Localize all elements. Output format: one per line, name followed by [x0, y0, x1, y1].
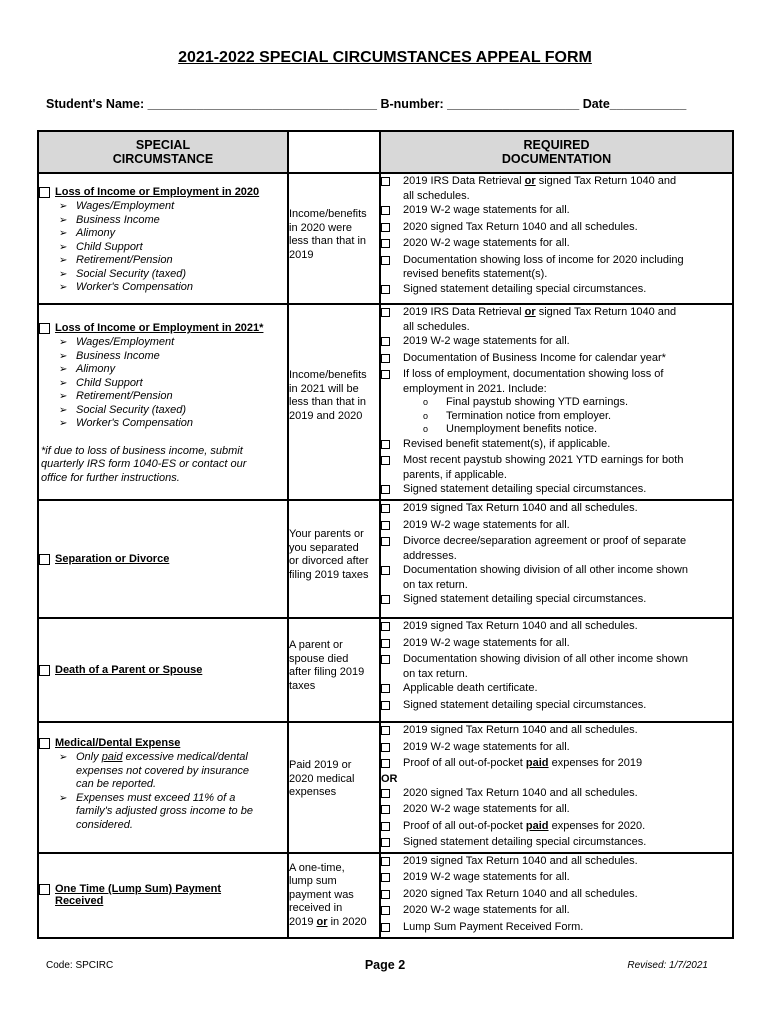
heading-line: Received [55, 895, 104, 907]
doc-text: Documentation showing loss of income for 2020 including [403, 253, 684, 266]
circumstance-cell [38, 500, 288, 618]
item-text: Business Income [76, 213, 160, 226]
arrow-bullet-icon: ➢ [59, 255, 68, 266]
circumstance-checkbox[interactable] [39, 884, 50, 895]
doc-text: If loss of employment, documentation showing loss of [403, 368, 664, 380]
doc-checkbox[interactable] [381, 759, 390, 768]
list-item [59, 281, 287, 295]
circumstance-checkbox[interactable] [39, 187, 50, 198]
doc-text-paid: paid [525, 819, 549, 832]
sub-item [381, 396, 732, 410]
doc-text: signed Tax Return 1040 and [535, 306, 677, 318]
header-special-circumstance [38, 131, 288, 173]
circumstance-cell [38, 173, 288, 304]
doc-text: 2019 signed Tax Return 1040 and all schedules. [403, 502, 638, 514]
item-text: Expenses must exceed 11% of a [76, 791, 236, 804]
condition-cell [288, 853, 380, 938]
header-required-documentation [380, 131, 733, 173]
doc-text: Proof of all out-of-pocket [403, 819, 526, 832]
doc-checkbox[interactable] [381, 223, 390, 232]
doc-text: Signed statement detailing special circumstances. [403, 836, 647, 848]
doc-checkbox[interactable] [381, 923, 390, 932]
item-text: Retirement/Pension [76, 390, 173, 402]
condition-line: after filing 2019 [289, 666, 365, 678]
arrow-bullet-icon: ➢ [59, 268, 68, 280]
doc-item [381, 351, 732, 368]
note-line: *if due to loss of business income, submit [41, 444, 243, 457]
income-type-list [39, 200, 287, 295]
condition-line: 2019 and 2020 [289, 409, 363, 422]
doc-text: 2020 signed Tax Return 1040 and all schedules. [403, 786, 638, 799]
doc-checkbox[interactable] [381, 521, 390, 530]
doc-item [381, 636, 732, 653]
documentation-cell [380, 500, 733, 618]
list-item [59, 241, 287, 255]
doc-checkbox[interactable] [381, 239, 390, 248]
list-item [59, 404, 287, 418]
doc-checkbox[interactable] [381, 857, 390, 866]
doc-checkbox[interactable] [381, 440, 390, 449]
doc-item [381, 453, 732, 482]
arrow-bullet-icon: ➢ [59, 404, 68, 416]
doc-text: 2019 W-2 wage statements for all. [403, 335, 570, 347]
condition-cell [288, 304, 380, 500]
sub-text: Unemployment benefits notice. [446, 423, 598, 435]
doc-checkbox[interactable] [381, 285, 390, 294]
doc-checkbox[interactable] [381, 622, 390, 631]
documentation-cell [380, 304, 733, 500]
circumstances-table [37, 130, 734, 939]
doc-checkbox[interactable] [381, 906, 390, 915]
list-item [59, 200, 287, 214]
list-item [59, 350, 287, 364]
doc-checkbox[interactable] [381, 805, 390, 814]
doc-checkbox[interactable] [381, 873, 390, 882]
item-text: Child Support [76, 240, 143, 253]
item-text: Wages/Employment [76, 336, 175, 348]
condition-line: 2020 medical [289, 772, 355, 785]
item-text: Social Security (taxed) [76, 403, 187, 416]
circumstance-heading [39, 553, 287, 565]
list-item [59, 227, 287, 241]
doc-item [381, 592, 732, 609]
circumstance-checkbox[interactable] [39, 554, 50, 565]
doc-text: 2019 W-2 wage statements for all. [403, 636, 570, 649]
doc-item [381, 619, 732, 636]
item-text: Worker's Compensation [76, 281, 194, 293]
condition-line: A parent or [289, 639, 343, 651]
arrow-bullet-icon: ➢ [59, 228, 68, 239]
revised-date: Revised: 1/7/2021 [627, 960, 708, 971]
doc-item [381, 802, 732, 819]
doc-item [381, 518, 732, 535]
doc-text: Applicable death certificate. [403, 682, 538, 694]
doc-checkbox[interactable] [381, 537, 390, 546]
item-text: Business Income [76, 349, 160, 362]
arrow-bullet-icon: ➢ [59, 364, 68, 375]
or-separator: OR [381, 772, 398, 785]
item-text: Child Support [76, 376, 143, 389]
condition-line: payment was [289, 888, 354, 901]
doc-checkbox[interactable] [381, 838, 390, 847]
item-text: can be reported. [76, 778, 157, 790]
doc-checkbox[interactable] [381, 256, 390, 265]
circle-bullet-icon: o [423, 397, 429, 407]
doc-checkbox[interactable] [381, 566, 390, 575]
circumstance-heading [39, 664, 287, 676]
doc-text: revised benefits statement(s). [403, 268, 548, 280]
doc-text-or: or [524, 175, 536, 187]
circumstance-heading [39, 883, 287, 907]
doc-checkbox[interactable] [381, 354, 390, 363]
doc-item [381, 903, 732, 920]
doc-item [381, 367, 732, 396]
doc-text: signed Tax Return 1040 and [535, 175, 677, 187]
condition-line: less than that in [289, 235, 367, 247]
doc-item [381, 305, 732, 334]
documentation-cell [380, 173, 733, 304]
doc-checkbox[interactable] [381, 890, 390, 899]
heading-text: Loss of Income or Employment in 2020 [55, 186, 260, 198]
sub-item [381, 410, 732, 424]
circumstance-heading [39, 322, 287, 334]
doc-item [381, 501, 732, 518]
income-type-list [39, 336, 287, 431]
arrow-bullet-icon: ➢ [59, 792, 68, 804]
doc-text-or: or [524, 306, 536, 318]
doc-item [381, 740, 732, 757]
circumstance-heading [39, 737, 287, 749]
doc-text: 2020 signed Tax Return 1040 and all schedules. [403, 887, 638, 900]
condition-line: filing 2019 taxes [289, 568, 369, 581]
circumstance-cell [38, 618, 288, 722]
heading-text: Loss of Income or Employment in 2021* [55, 322, 264, 334]
doc-item [381, 854, 732, 871]
item-text: considered. [76, 818, 133, 831]
heading-text [55, 883, 221, 907]
sub-item [381, 423, 732, 437]
doc-item [381, 334, 732, 351]
doc-checkbox[interactable] [381, 370, 390, 379]
circumstance-checkbox[interactable] [39, 738, 50, 749]
list-item [59, 751, 287, 792]
doc-text: 2019 IRS Data Retrieval [403, 306, 525, 318]
documentation-cell [380, 618, 733, 722]
arrow-bullet-icon: ➢ [59, 214, 68, 226]
item-text: Wages/Employment [76, 200, 175, 212]
header-line: SPECIAL [135, 138, 191, 152]
medical-notes-list [39, 751, 287, 832]
doc-text: 2019 W-2 wage statements for all. [403, 204, 570, 216]
doc-item [381, 282, 732, 299]
page-number: Page 2 [364, 958, 406, 972]
doc-checkbox[interactable] [381, 701, 390, 710]
condition-line: you separated [289, 541, 359, 554]
condition-text-or: or [316, 915, 328, 928]
arrow-bullet-icon: ➢ [59, 282, 68, 293]
item-text: excessive medical/dental [122, 751, 248, 763]
doc-checkbox[interactable] [381, 655, 390, 664]
doc-item [381, 756, 732, 773]
condition-line: lump sum [289, 875, 337, 887]
doc-checkbox[interactable] [381, 206, 390, 215]
doc-checkbox[interactable] [381, 684, 390, 693]
doc-item [381, 870, 732, 887]
list-item [59, 268, 287, 282]
item-text-paid: paid [101, 751, 123, 763]
doc-text: on tax return. [403, 578, 468, 591]
item-text: expenses not covered by insurance [76, 764, 250, 777]
arrow-bullet-icon: ➢ [59, 350, 68, 362]
condition-text: 2019 [289, 915, 317, 928]
arrow-bullet-icon: ➢ [59, 337, 68, 348]
list-item [59, 417, 287, 431]
doc-text: 2019 W-2 wage statements for all. [403, 871, 570, 883]
circumstance-cell [38, 722, 288, 853]
doc-text: parents, if applicable. [403, 468, 507, 481]
note-line: office for further instructions. [41, 471, 180, 484]
table-row [38, 722, 733, 853]
doc-item [381, 236, 732, 253]
condition-cell [288, 173, 380, 304]
doc-text: addresses. [403, 549, 457, 562]
arrow-bullet-icon: ➢ [59, 241, 68, 253]
doc-text: 2019 signed Tax Return 1040 and all schedules. [403, 620, 638, 632]
condition-line [289, 916, 379, 930]
doc-item [381, 534, 732, 563]
doc-text-paid: paid [525, 757, 549, 769]
doc-checkbox[interactable] [381, 308, 390, 317]
table-row [38, 304, 733, 500]
arrow-bullet-icon: ➢ [59, 418, 68, 429]
condition-line: less than that in [289, 396, 367, 408]
doc-checkbox[interactable] [381, 822, 390, 831]
heading-text: Death of a Parent or Spouse [55, 664, 203, 676]
doc-item [381, 681, 732, 698]
doc-text: Proof of all out-of-pocket [403, 757, 526, 769]
doc-item [381, 482, 732, 499]
doc-text: all schedules. [403, 189, 470, 202]
condition-line: Income/benefits [289, 369, 367, 381]
doc-text: on tax return. [403, 667, 468, 680]
doc-checkbox[interactable] [381, 595, 390, 604]
header-blank [288, 131, 380, 173]
doc-checkbox[interactable] [381, 337, 390, 346]
heading-text: Separation or Divorce [55, 553, 170, 565]
doc-text: 2020 signed Tax Return 1040 and all schedules. [403, 220, 638, 233]
doc-item [381, 819, 732, 836]
doc-item [381, 220, 732, 237]
heading-line: One Time (Lump Sum) Payment [55, 883, 222, 895]
list-item [59, 363, 287, 377]
condition-line: or divorced after [289, 555, 369, 567]
doc-text: 2019 W-2 wage statements for all. [403, 518, 570, 531]
doc-checkbox[interactable] [381, 485, 390, 494]
doc-text: Signed statement detailing special circumstances. [403, 593, 647, 605]
circumstance-checkbox[interactable] [39, 665, 50, 676]
doc-text: Signed statement detailing special circumstances. [403, 483, 647, 495]
doc-text: 2020 W-2 wage statements for all. [403, 803, 570, 815]
condition-line: taxes [289, 679, 316, 692]
doc-text: Documentation of Business Income for calendar year* [403, 351, 666, 364]
doc-item [381, 920, 732, 937]
doc-checkbox[interactable] [381, 456, 390, 465]
doc-checkbox[interactable] [381, 639, 390, 648]
condition-line: A one-time, [289, 861, 345, 874]
doc-text: 2019 IRS Data Retrieval [403, 175, 525, 187]
item-text: Alimony [76, 363, 116, 375]
circle-bullet-icon: o [423, 410, 429, 421]
student-info-line: Student's Name: _________________________________ B-number: ___________________ Date___________ [46, 97, 687, 111]
documentation-cell [380, 853, 733, 938]
condition-line: Income/benefits [289, 208, 367, 220]
documentation-cell [380, 722, 733, 853]
item-text: Worker's Compensation [76, 417, 194, 429]
doc-text: employment in 2021. Include: [403, 382, 547, 395]
doc-item [381, 887, 732, 904]
doc-checkbox[interactable] [381, 789, 390, 798]
condition-line: Paid 2019 or [289, 759, 352, 771]
condition-cell [288, 500, 380, 618]
doc-item [381, 723, 732, 740]
doc-checkbox[interactable] [381, 177, 390, 186]
doc-text: all schedules. [403, 320, 470, 333]
doc-text: Lump Sum Payment Received Form. [403, 920, 584, 933]
condition-line: spouse died [289, 652, 349, 665]
circle-bullet-icon: o [423, 424, 429, 434]
doc-text: 2019 signed Tax Return 1040 and all schedules. [403, 724, 638, 736]
list-item [59, 390, 287, 404]
header-line: REQUIRED [523, 138, 590, 152]
arrow-bullet-icon: ➢ [59, 391, 68, 402]
doc-text: Divorce decree/separation agreement or proof of separate [403, 535, 687, 547]
circumstance-checkbox[interactable] [39, 323, 50, 334]
doc-item [381, 786, 732, 803]
condition-line: received in [289, 902, 343, 914]
doc-text: Documentation showing division of all other income shown [403, 653, 688, 665]
table-row [38, 853, 733, 938]
doc-text: Signed statement detailing special circumstances. [403, 282, 647, 295]
item-text: Alimony [76, 227, 116, 239]
item-text: Retirement/Pension [76, 254, 173, 266]
doc-text: 2019 W-2 wage statements for all. [403, 740, 570, 753]
business-income-note [39, 445, 287, 486]
table-row [38, 500, 733, 618]
sub-text: Final paystub showing YTD earnings. [446, 396, 629, 408]
header-line: DOCUMENTATION [501, 152, 612, 166]
item-text: Social Security (taxed) [76, 267, 187, 280]
doc-item [381, 563, 732, 592]
doc-text: 2020 W-2 wage statements for all. [403, 237, 570, 249]
doc-item [381, 203, 732, 220]
arrow-bullet-icon: ➢ [59, 201, 68, 212]
item-text: Only [76, 751, 102, 763]
doc-item [381, 652, 732, 681]
list-item [59, 792, 287, 833]
doc-item [381, 437, 732, 454]
circumstance-cell [38, 304, 288, 500]
list-item [59, 254, 287, 268]
condition-text: in 2020 [327, 915, 367, 928]
form-title: 2021-2022 SPECIAL CIRCUMSTANCES APPEAL FORM [178, 49, 592, 66]
condition-line: in 2020 were [289, 221, 352, 234]
doc-checkbox[interactable] [381, 743, 390, 752]
sub-text: Termination notice from employer. [446, 409, 612, 422]
doc-text: 2019 signed Tax Return 1040 and all schedules. [403, 854, 638, 867]
doc-text: Documentation showing division of all other income shown [403, 564, 688, 576]
doc-text: expenses for 2020. [548, 819, 646, 832]
doc-text: Revised benefit statement(s), if applicable. [403, 437, 611, 450]
list-item [59, 377, 287, 391]
doc-checkbox[interactable] [381, 504, 390, 513]
heading-text: Medical/Dental Expense [55, 737, 181, 749]
doc-item [381, 174, 732, 203]
condition-cell [288, 618, 380, 722]
doc-item [381, 253, 732, 282]
condition-cell [288, 722, 380, 853]
doc-text: Most recent paystub showing 2021 YTD earnings for both [403, 454, 684, 466]
list-item [59, 214, 287, 228]
table-row [38, 173, 733, 304]
circumstance-heading [39, 186, 287, 198]
doc-text: 2020 W-2 wage statements for all. [403, 904, 570, 916]
condition-line: expenses [289, 786, 337, 798]
arrow-bullet-icon: ➢ [59, 377, 68, 389]
condition-line: Your parents or [289, 528, 364, 540]
header-line: CIRCUMSTANCE [112, 152, 214, 166]
doc-checkbox[interactable] [381, 726, 390, 735]
doc-item [381, 698, 732, 715]
list-item [59, 336, 287, 350]
doc-item [381, 835, 732, 852]
circumstance-cell [38, 853, 288, 938]
table-row [38, 618, 733, 722]
doc-text: Signed statement detailing special circumstances. [403, 698, 647, 711]
form-code: Code: SPCIRC [46, 960, 114, 971]
doc-text: expenses for 2019 [548, 757, 643, 769]
arrow-bullet-icon: ➢ [59, 752, 68, 763]
note-line: quarterly IRS form 1040-ES or contact our [41, 458, 247, 470]
condition-line: in 2021 will be [289, 382, 359, 395]
table-header-row [38, 131, 733, 173]
item-text: family's adjusted gross income to be [76, 805, 253, 817]
condition-line: 2019 [289, 248, 314, 261]
